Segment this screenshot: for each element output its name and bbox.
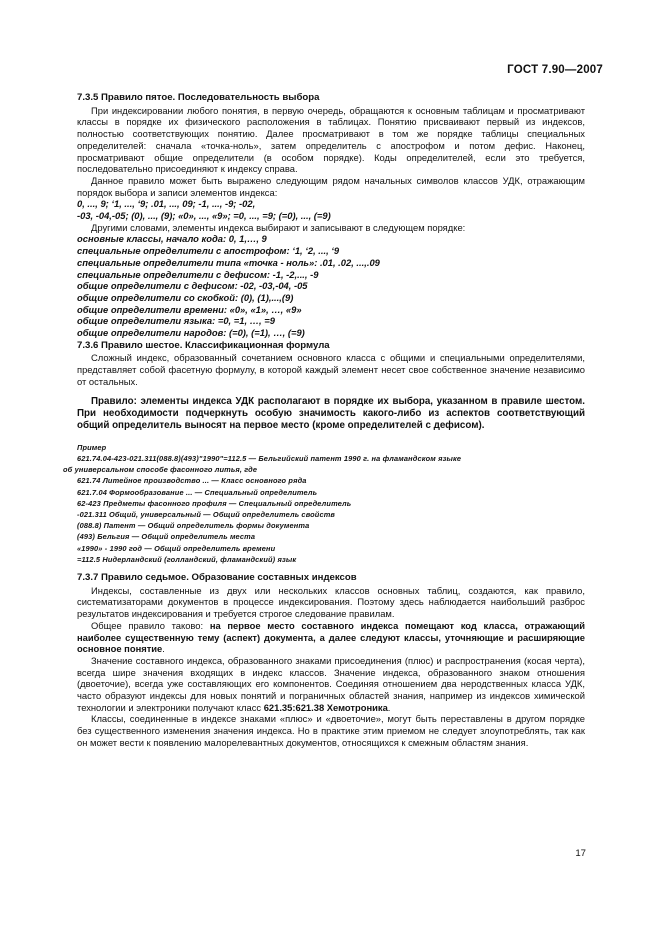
example-main-line: об универсальном способе фасонного литья, где xyxy=(63,465,258,475)
order-item: специальные определители с дефисом: -1, -2,..., -9 xyxy=(77,268,319,280)
paragraph xyxy=(77,620,585,655)
paragraph: Данное правило может быть выражено следующим рядом начальных символов классов УДК, отражающим порядок выбора и записи элементов индекса: xyxy=(77,174,585,198)
symbol-row: -03, -04,-05; (0), ..., (9); «0», ..., «9»; =0, ..., =9; (=0), ..., (=9) xyxy=(77,210,331,222)
order-item: общие определители народов: (=0), (=1), …, (=9) xyxy=(77,327,305,339)
paragraph: При индексировании любого понятия, в первую очередь, обращаются к основным таблицам и просматривают классы в порядке их физического расположения в таблицах. Понятию присваивают первый из индексов, полностью соответствующих понятию. Далее просматривают в том же порядке таблицы специальных определителей: сначала «точка-ноль», затем определитель с апострофом и потом дефис. Наконец, просматривают общие определители (в особом порядке). Коды определителей, если это требуется, последовательно присоединяют к индексу справа. xyxy=(77,104,585,175)
rule-statement: Правило: элементы индекса УДК располагают в порядке их выбора, указанном в правиле шестом. При необходимости подчеркнуть особую значимость какого-либо из аспектов соответствующий общий определитель выносят на первое место (кроме определителей с дефисом). xyxy=(77,395,585,432)
example-line: 621.74 Литейное производство ... — Класс основного ряда xyxy=(77,476,307,486)
class-example: 621.35:621.38 Хемотроника xyxy=(263,701,388,713)
example-line: -021.311 Общий, универсальный — Общий определитель свойств xyxy=(77,510,336,520)
rule-emphasis: на первое место составного индекса помещают код класса, отражающий наиболее существенную тему (аспект) документа, а далее следуют классы, уточняющие и расширяющие основное понятие xyxy=(77,619,585,655)
paragraph-text: Значение составного индекса, образованного знаками присоединения (плюс) и распространения (косая черта), всегда шире значения входящих в индекс классов. Значение индекса, образованного знаком отношения (двоеточие), всегда уже составляющих его компонентов. Соединяя отношением два неродственных класса УДК, часто образуют индексы для новых понятий и пограничных областей знания, например из индексов химической технологии и электроники получают класс xyxy=(77,654,585,713)
document-code-header: ГОСТ 7.90—2007 xyxy=(507,64,603,76)
symbol-row: 0, ..., 9; ‘1, ..., ‘9; .01, ..., 09; -1, ..., -9; -02, xyxy=(77,198,256,210)
paragraph: Классы, соединенные в индексе знаками «плюс» и «двоеточие», могут быть переставлены в другом порядке без существенного изменения значения индекса. Но в практике этим приемом не следует злоупотреблять, так как он может вести к появлению малорелевантных документов, относящихся к смежным областям знания. xyxy=(77,713,585,748)
section-7-3-7-heading: 7.3.7 Правило седьмое. Образование составных индексов xyxy=(77,572,357,584)
order-item: общие определители со скобкой: (0), (1),...,(9) xyxy=(77,291,294,303)
example-block xyxy=(63,442,585,565)
order-item: специальные определители типа «точка - ноль»: .01, .02, ...,.09 xyxy=(77,256,380,268)
example-main-line: 621.74.04-423-021.311(088.8)(493)"1990"=112.5 — Бельгийский патент 1990 г. на фламандском языке xyxy=(77,454,462,463)
order-item: основные классы, начало кода: 0, 1,…, 9 xyxy=(77,233,267,245)
example-line: (493) Бельгия — Общий определитель места xyxy=(77,532,256,542)
section-7-3-5-heading: 7.3.5 Правило пятое. Последовательность выбора xyxy=(77,92,320,103)
rule-lead: Общее правило таково: xyxy=(91,619,210,631)
punctuation: . xyxy=(387,701,391,713)
example-line: 621.7.04 Формообразование ... — Специальный определитель xyxy=(77,487,318,497)
example-line: 62-423 Предметы фасонного профиля — Специальный определитель xyxy=(77,498,352,508)
order-item: общие определители времени: «0», «1», …, «9» xyxy=(77,303,302,315)
page-number: 17 xyxy=(575,848,586,859)
order-item: общие определители языка: =0, =1, …, =9 xyxy=(77,315,275,327)
order-item: специальные определители с апострофом: ‘1, ‘2, ..., ‘9 xyxy=(77,245,340,257)
example-line: «1990» - 1990 год — Общий определитель времени xyxy=(77,543,276,553)
paragraph xyxy=(77,655,585,714)
example-line: =112.5 Нидерландский (голландский, фламандский) язык xyxy=(77,554,297,564)
order-item: общие определители с дефисом: -02, -03,-04, -05 xyxy=(77,280,308,292)
example-line: (088.8) Патент — Общий определитель формы документа xyxy=(77,521,310,531)
page-content xyxy=(63,92,585,749)
section-7-3-6-heading: 7.3.6 Правило шестое. Классификационная формула xyxy=(77,339,330,351)
paragraph: Сложный индекс, образованный сочетанием основного класса с общими и специальными определителями, представляет собой фасетную формулу, в которой каждый элемент несет свое собственное значение независимо от остальных. xyxy=(77,352,585,387)
paragraph: Индексы, составленные из двух или нескольких классов основных таблиц, создаются, как правило, систематизаторами документов в процессе индексирования. Поэтому здесь наблюдается наибольший разброс результатов индексирования и требуется строгое следование правилам. xyxy=(77,584,585,620)
paragraph: Другими словами, элементы индекса выбирают и записывают в следующем порядке: xyxy=(91,221,466,233)
punctuation: . xyxy=(162,643,165,655)
example-label: Пример xyxy=(77,442,107,452)
